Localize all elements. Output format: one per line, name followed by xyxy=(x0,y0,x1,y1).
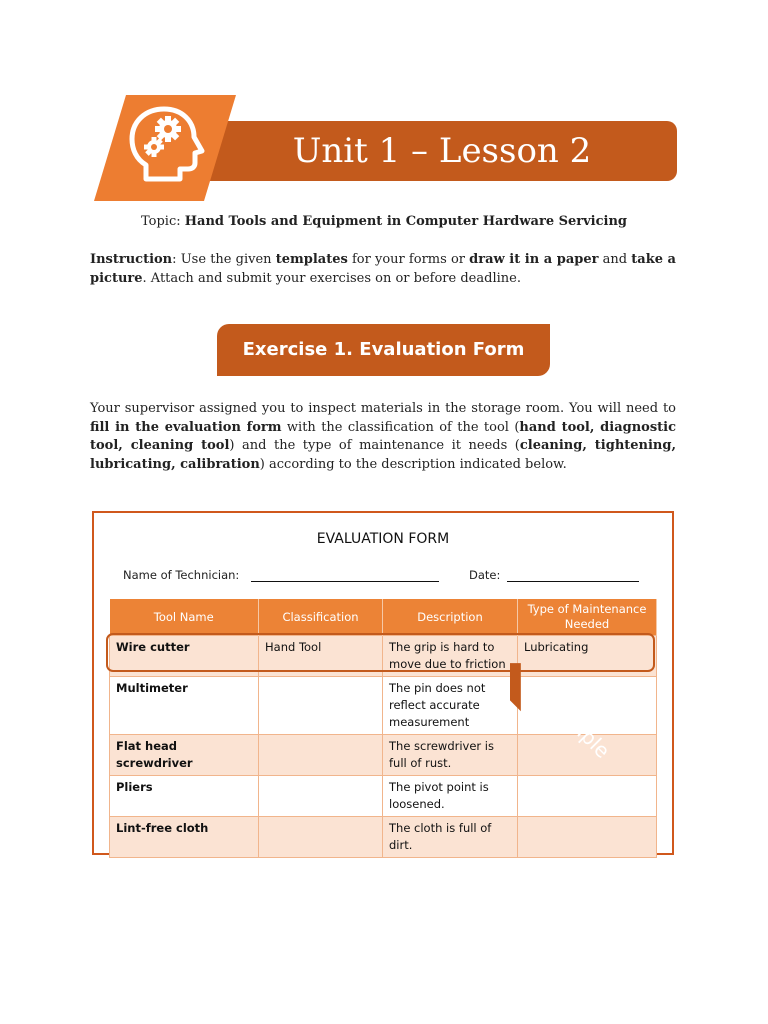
classification-cell[interactable] xyxy=(259,735,383,776)
instruction-text: : Use the given xyxy=(172,252,276,267)
header-classification: Classification xyxy=(259,599,383,636)
description-emphasis: cleaning, tightening, lubricating, calibration xyxy=(90,438,677,472)
lesson-title: Unit 1 – Lesson 2 xyxy=(292,131,592,171)
maintenance-cell[interactable]: Lubricating xyxy=(518,636,657,677)
form-title: EVALUATION FORM xyxy=(316,531,450,547)
tool-name-cell: Pliers xyxy=(110,776,259,817)
example-label: Example xyxy=(536,684,615,763)
description-emphasis: fill in the evaluation form xyxy=(90,419,282,435)
description-emphasis: hand tool, diagnostic tool, cleaning tool xyxy=(90,419,677,453)
topic-prefix: Topic: xyxy=(140,214,181,229)
instruction-emphasis: templates xyxy=(275,252,348,267)
instruction-emphasis: draw it in a paper xyxy=(469,252,599,267)
head-gears-icon xyxy=(94,95,236,201)
tool-name-cell: Multimeter xyxy=(110,677,259,735)
description-cell: The pin does not reflect accurate measurement xyxy=(383,677,518,735)
technician-field[interactable] xyxy=(251,581,439,582)
instruction-text: . Attach and submit your exercises on or before deadline. xyxy=(142,270,521,286)
instruction-label: Instruction xyxy=(90,252,173,267)
technician-label: Name of Technician: xyxy=(123,568,240,582)
topic-line xyxy=(0,214,768,229)
classification-cell[interactable]: Hand Tool xyxy=(259,636,383,677)
tool-name-cell: Lint-free cloth xyxy=(110,817,259,858)
description-cell: The pivot point is loosened. xyxy=(383,776,518,817)
description-cell: The grip is hard to move due to friction xyxy=(383,636,518,677)
instruction-paragraph xyxy=(90,251,676,288)
description-text: ) according to the description indicated below. xyxy=(259,456,567,472)
description-text: with the classification of the tool ( xyxy=(281,419,520,435)
maintenance-cell[interactable] xyxy=(518,776,657,817)
table-header-row xyxy=(110,599,657,636)
description-text: ) and the type of maintenance it needs ( xyxy=(229,438,520,453)
classification-cell[interactable] xyxy=(259,817,383,858)
header-tool-name: Tool Name xyxy=(110,599,259,636)
tool-name-cell: Wire cutter xyxy=(110,636,259,677)
classification-cell[interactable] xyxy=(259,776,383,817)
header-maintenance: Type of Maintenance Needed xyxy=(518,599,657,636)
classification-cell[interactable] xyxy=(259,677,383,735)
instruction-text: for your forms or xyxy=(347,252,470,267)
description-cell: The cloth is full of dirt. xyxy=(383,817,518,858)
exercise-title: Exercise 1. Evaluation Form xyxy=(242,339,525,360)
table-row xyxy=(110,776,657,817)
maintenance-cell[interactable] xyxy=(518,817,657,858)
tool-name-cell: Flat head screwdriver xyxy=(110,735,259,776)
table-row xyxy=(110,817,657,858)
instruction-text: and xyxy=(598,252,632,267)
date-field[interactable] xyxy=(507,581,639,582)
header-description: Description xyxy=(383,599,518,636)
description-text: Your supervisor assigned you to inspect materials in the storage room. You will need to xyxy=(90,401,676,416)
topic-value: Hand Tools and Equipment in Computer Hardware Servicing xyxy=(184,214,628,229)
instruction-emphasis: take a picture xyxy=(90,252,676,286)
description-cell: The screwdriver is full of rust. xyxy=(383,735,518,776)
date-label: Date: xyxy=(469,568,501,582)
description-paragraph xyxy=(90,400,676,474)
example-arrow-icon xyxy=(510,658,650,778)
